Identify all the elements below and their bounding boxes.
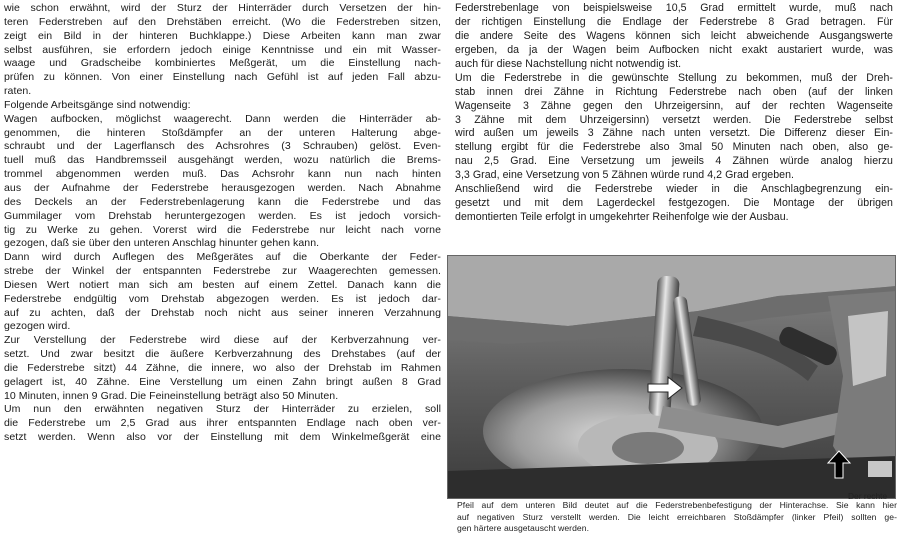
text-line: die Federstrebe um 2,5 Grad aus ihrer entspannten Endlage nach oben ver- bbox=[4, 417, 441, 430]
text-line: trommel abgenommen werden muß. Das Achsrohr kann nun nach hinten bbox=[4, 168, 441, 181]
text-line: Diesen Wert notiert man sich am besten auf einem Zettel. Danach kann die bbox=[4, 278, 441, 291]
text-line: stellung ergibt für die Federstrebe also 3mal 50 Minuten nach oben, also ge- bbox=[455, 141, 893, 154]
text-line: Um nun den erwähnten negativen Sturz der Hinterräder zu erzielen, soll bbox=[4, 403, 441, 416]
text-line: 3,3 Grad, eine Versetzung von 5 Zähnen würde rund 4,2 Grad ergeben. bbox=[455, 169, 795, 182]
left-text-column bbox=[4, 2, 441, 445]
text-line: setzt. Und zwar besitzt die äußere Kerbverzahnung des Drehstabes (auf der bbox=[4, 348, 441, 361]
text-line: Wagen aufbocken, möglichst waagerecht. Dann werden die Hinterräder ab- bbox=[4, 112, 441, 125]
text-line: gezogen wird. bbox=[4, 320, 71, 333]
text-line: wird außen um jeweils 3 Zähne nach unten versetzt. Die Differenz dieser Ein- bbox=[455, 127, 893, 140]
text-line: wie schon erwähnt, wird der Sturz der Hinterräder durch Versetzen der hin- bbox=[4, 2, 441, 14]
text-line: Um die Federstrebe in die gewünschte Stellung zu bekommen, muß der Dreh- bbox=[455, 71, 893, 84]
text-line: auf negativen Sturz verstellt werden. Die leicht erreichbaren Stoßdämpfer (linker Pfeil) sollten ge- bbox=[457, 511, 897, 522]
photo-corner-text: Der rechte bbox=[848, 491, 888, 501]
text-line: Folgende Arbeitsgänge sind notwendig: bbox=[4, 98, 191, 111]
text-line: Pfeil auf dem unteren Bild deutet auf die Federstrebenbefestigung der Hinterachse. Sie kann hier bbox=[457, 500, 897, 510]
text-line: Federstrebenlage von beispielsweise 10,5 Grad ermittelt wurde, muß nach bbox=[455, 2, 893, 14]
text-line: genommen, die hinteren Stoßdämpfer an der unteren Halterung abge- bbox=[4, 126, 441, 139]
text-line: Zur Verstellung der Federstrebe wird diese auf der Kerbverzahnung ver- bbox=[4, 334, 441, 347]
text-line: setzt werden. Wenn also vor der Einstellung mit dem Winkelmeßgerät eine bbox=[4, 431, 441, 444]
text-line: waage und Gradscheibe kombiniertes Meßgerät, um die Einstellung nach- bbox=[4, 57, 441, 70]
text-line: gezogen, daß sie über den unteren Anschlag hinunter gehen kann. bbox=[4, 237, 320, 250]
text-line: gelagert ist, 40 Zähne. Eine Verstellung um einen Zahn bringt außen 8 Grad bbox=[4, 375, 441, 388]
text-line: teren Federstreben auf den Drehstäben erreicht. (Wo die Federstreben sitzen, bbox=[4, 15, 441, 28]
text-line: prüfen zu können. Von einer Einstellung nach Gefühl ist auf jeden Fall abzu- bbox=[4, 71, 441, 84]
text-line: strebe der Winkel der entspannten Federstrebe zur Waagerechten gemessen. bbox=[4, 265, 441, 278]
text-line: auch für diese Nachstellung nicht notwendig ist. bbox=[455, 57, 682, 70]
text-line: des Deckels an der Federstrebenlagerung kann die Federstrebe und das bbox=[4, 195, 441, 208]
text-line: gen härtere ausgetauscht werden. bbox=[457, 523, 590, 533]
text-line: der richtigen Einstellung die Endlage der Federstrebe 8 Grad betragen. Für bbox=[455, 15, 893, 28]
text-line: Dann wird durch Auflegen des Meßgerätes auf die Oberkante der Feder- bbox=[4, 251, 441, 264]
text-line: Wagenseite 3 Zähne gegen den Uhrzeigersinn, auf der rechten Wagenseite bbox=[455, 99, 893, 112]
text-line: demontierten Teile erfolgt in umgekehrter Reihenfolge wie der Ausbau. bbox=[455, 211, 789, 224]
text-line: nau 2,5 Grad. Eine Versetzung um jeweils 4 Zähnen würde analog hierzu bbox=[455, 155, 893, 168]
text-line: die andere Seite des Wagens können sich leicht abweichende Ausgangswerte bbox=[455, 29, 893, 42]
text-line: tuell muß das Handbremsseil ausgehängt werden, wozu natürlich die Brems- bbox=[4, 154, 441, 167]
rear-suspension-photo bbox=[447, 255, 896, 499]
text-line: ergeben, da ja der Wagen beim Aufbocken nicht exakt austariert wurde, was bbox=[455, 43, 893, 56]
text-line: schraubt und der Lagerflansch des Achsrohres (3 Schrauben) gelöst. Even- bbox=[4, 140, 441, 153]
text-line: stab innen drei Zähne in Richtung Federstrebe nach oben (auf der linken bbox=[455, 85, 893, 98]
text-line: auf zu achten, daß der Drehstab noch nicht aus seiner inneren Verzahnung bbox=[4, 306, 441, 319]
text-line: Gummilager vom Drehstab heruntergezogen werden. Es ist jedoch vorsich- bbox=[4, 209, 441, 222]
text-line: raten. bbox=[4, 85, 32, 98]
text-line: selbst ausführen, sie erfordern jedoch einige Kenntnisse und ein mit Wasser- bbox=[4, 43, 441, 56]
text-line: 3 Zähne mit dem Uhrzeigersinn) versetzt werden. Die Federstrebe selbst bbox=[455, 113, 893, 126]
text-line: Federstrebe endgültig vom Drehstab abgezogen werden. Es ist jedoch dar- bbox=[4, 292, 441, 305]
text-line: aus der Aufnahme der Federstrebe herausgezogen werden. Nach Abnahme bbox=[4, 181, 441, 194]
text-line: tig zu Werke zu gehen. Vorerst wird die Federstrebe nur leicht nach vorne bbox=[4, 223, 441, 236]
text-line: die Federstrebe sitzt) 44 Zähne, die innere, wo also der Drehstab im Rahmen bbox=[4, 361, 441, 374]
text-line: gesetzt und mit dem Lagerdeckel festgezogen. Die Montage der übrigen bbox=[455, 197, 893, 210]
text-line: 10 Minuten, innen 9 Grad. Die Feineinstellung beträgt also 50 Minuten. bbox=[4, 389, 339, 402]
text-line: Anschließend wird die Federstrebe wieder in die Anschlagbegrenzung ein- bbox=[455, 183, 893, 196]
right-text-column bbox=[455, 2, 893, 225]
text-line: zeigt ein Bild in der hinteren Buchklappe.) Diese Arbeiten kann man zwar bbox=[4, 29, 441, 42]
photo-caption bbox=[457, 500, 897, 535]
